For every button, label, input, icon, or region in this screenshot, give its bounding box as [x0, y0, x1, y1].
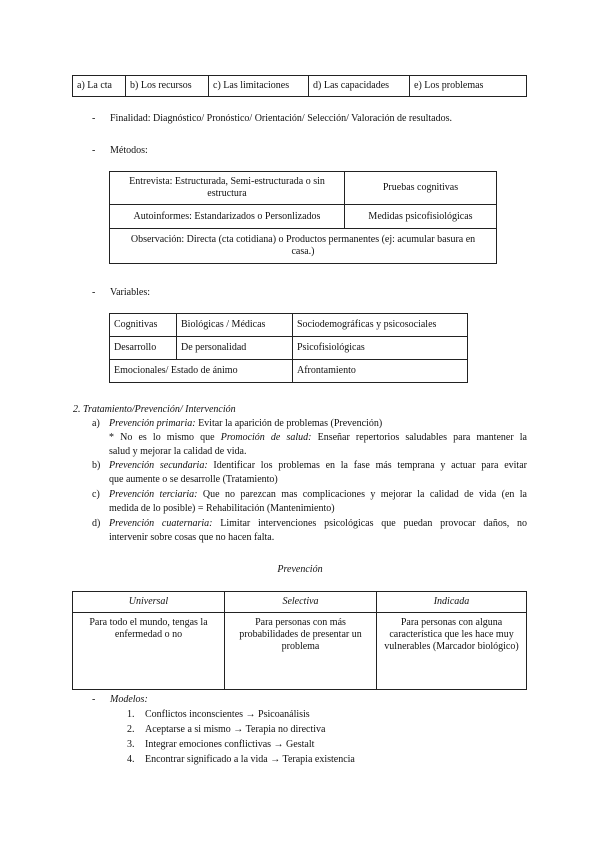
- variables-cell: Desarrollo: [110, 337, 177, 360]
- item-a-term: Prevención primaria:: [109, 418, 196, 429]
- variables-cell: Emocionales/ Estado de ánimo: [110, 360, 293, 383]
- variables-cell: Sociodemográficas y psicosociales: [293, 314, 468, 337]
- variables-row: [110, 337, 468, 360]
- prevencion-title: Prevención: [277, 564, 323, 575]
- modelos-label: Modelos:: [110, 694, 148, 705]
- option-d: d) Las capacidades: [309, 76, 410, 97]
- item-b-text: Identificar los problemas en la fase más temprana y actuar para evitar: [207, 460, 527, 471]
- modelos-text: Conflictos inconscientes → Psicoanálisis: [145, 709, 310, 720]
- variables-label: Variables:: [110, 287, 150, 298]
- prevencion-header-selectiva: Selectiva: [225, 592, 377, 613]
- note-text-line2: salud y mejorar la calidad de vida.: [109, 446, 247, 457]
- modelos-num: 4.: [127, 754, 135, 765]
- modelos-item: [127, 738, 314, 751]
- section-heading: 2. Tratamiento/Prevención/ Intervención: [73, 404, 236, 415]
- item-marker: b): [92, 460, 101, 471]
- variables-row: [110, 360, 468, 383]
- metodos-entrevista: Entrevista: Estructurada, Semi-estructurada o sin estructura: [110, 172, 345, 205]
- prevencion-cell-universal: Para todo el mundo, tengas la enfermedad o no: [73, 613, 225, 690]
- modelos-text: Aceptarse a si mismo → Terapia no directiva: [145, 724, 326, 735]
- metodos-pruebas: Pruebas cognitivas: [345, 172, 497, 205]
- option-e: e) Los problemas: [410, 76, 527, 97]
- option-a: a) La cta: [73, 76, 126, 97]
- item-c-text: Que no parezcan mas complicaciones y mejorar la calidad de vida (en la: [197, 489, 527, 500]
- note-text: Enseñar repertorios saludables para mantener la: [311, 432, 527, 443]
- modelos-item: [127, 708, 310, 721]
- prevencion-cell-indicada: Para personas con alguna característica que les hace muy vulnerables (Marcador biológico): [377, 613, 527, 690]
- item-b-term: Prevención secundaria:: [109, 460, 208, 471]
- metodos-observacion: Observación: Directa (cta cotidiana) o Productos permanentes (ej: acumular basura en casa.): [110, 229, 497, 264]
- note-prefix: * No es lo mismo que: [109, 432, 221, 443]
- variables-row: [110, 314, 468, 337]
- item-marker: a): [92, 418, 100, 429]
- item-d-term: Prevención cuaternaria:: [109, 518, 213, 529]
- item-d-text-line2: intervenir sobre cosas que no hacen falta.: [109, 532, 275, 543]
- options-row: [73, 76, 527, 97]
- modelos-text: Integrar emociones conflictivas → Gestalt: [145, 739, 315, 750]
- modelos-text: Encontrar significado a la vida → Terapia existencia: [145, 754, 355, 765]
- finalidad-text: Finalidad: Diagnóstico/ Pronóstico/ Orientación/ Selección/ Valoración de resultados.: [110, 113, 452, 124]
- item-b: [109, 459, 527, 472]
- modelos-item: [127, 723, 325, 736]
- bullet-dash: -: [92, 287, 96, 298]
- item-c-term: Prevención terciaria:: [109, 489, 198, 500]
- prevencion-header-indicada: Indicada: [377, 592, 527, 613]
- item-d-text: Limitar intervenciones psicológicas que puedan provocar daños, no: [212, 518, 527, 529]
- modelos-num: 2.: [127, 724, 135, 735]
- note: [109, 431, 527, 444]
- item-b-text-line2: que aumente o se desarrolle (Tratamiento): [109, 474, 278, 485]
- item-d: [109, 517, 527, 530]
- item-c: [109, 488, 527, 501]
- note-term: Promoción de salud:: [220, 432, 312, 443]
- modelos-num: 3.: [127, 739, 135, 750]
- option-b: b) Los recursos: [126, 76, 209, 97]
- options-table: [72, 75, 527, 97]
- bullet-dash: -: [92, 113, 96, 124]
- prevencion-table: [72, 591, 527, 690]
- item-a-text: Evitar la aparición de problemas (Prevención): [195, 418, 383, 429]
- item-a: [109, 417, 382, 430]
- variables-cell: De personalidad: [177, 337, 293, 360]
- bullet-dash: -: [92, 694, 96, 705]
- metodos-table: [109, 171, 497, 264]
- option-c: c) Las limitaciones: [209, 76, 309, 97]
- metodos-medidas: Medidas psicofisiológicas: [345, 205, 497, 229]
- modelos-num: 1.: [127, 709, 135, 720]
- prevencion-header-universal: Universal: [73, 592, 225, 613]
- item-marker: c): [92, 489, 100, 500]
- metodos-autoinformes: Autoinformes: Estandarizados o Personlizados: [110, 205, 345, 229]
- item-marker: d): [92, 518, 101, 529]
- metodos-label: Métodos:: [110, 145, 148, 156]
- variables-cell: Biológicas / Médicas: [177, 314, 293, 337]
- modelos-item: [127, 753, 355, 766]
- variables-cell: Cognitivas: [110, 314, 177, 337]
- item-c-text-line2: medida de lo posible) = Rehabilitación (Mantenimiento): [109, 503, 335, 514]
- bullet-dash: -: [92, 145, 96, 156]
- variables-cell: Psicofisiológicas: [293, 337, 468, 360]
- variables-cell: Afrontamiento: [293, 360, 468, 383]
- variables-table: [109, 313, 468, 383]
- prevencion-cell-selectiva: Para personas con más probabilidades de presentar un problema: [225, 613, 377, 690]
